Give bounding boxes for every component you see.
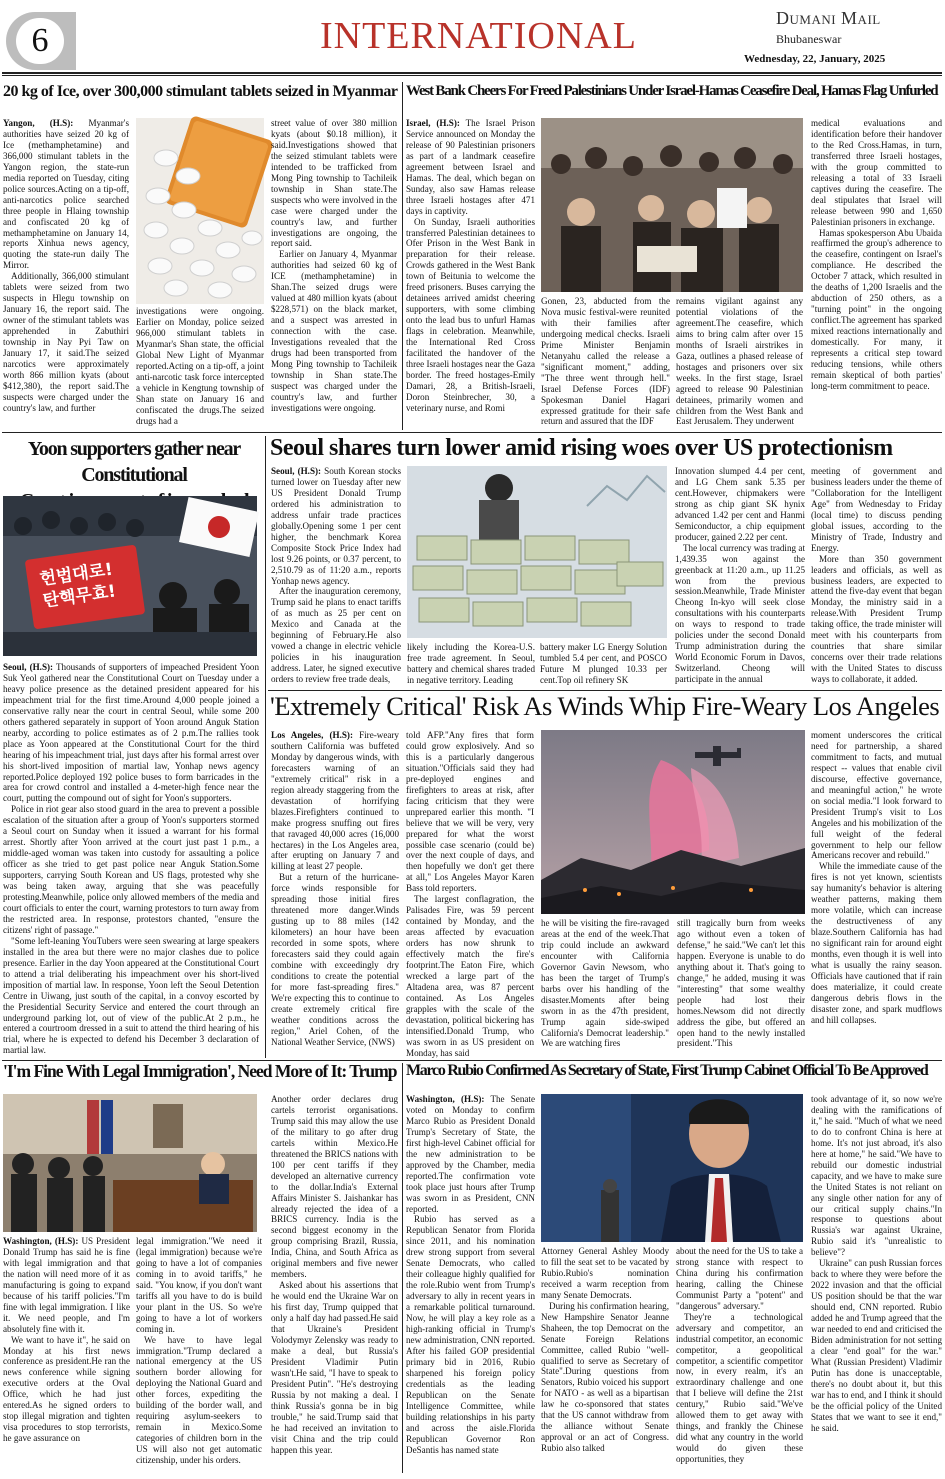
headline-rubio: Marco Rubio Confirmed As Secretary of State, First Trump Cabinet Official To Be Approved (406, 1062, 928, 1079)
page-number: 6 (16, 18, 64, 64)
westbank-col-3: remains vigilant against any potential violations of the agreement.The ceasefire, which aims to bring calm after over 15 months of Israeli airstrikes in Gaza, outlines a phased release of hostages and prisoners over six weeks. In the first stage, Israel agreed to release 90 Palestinian detainees, primarily women and children from the West Bank and East Jerusalem. They underwent (676, 296, 803, 427)
rally-sign-text-2: 탄핵무효! (41, 581, 118, 612)
rubio-illustration (541, 1094, 803, 1242)
section-title: INTERNATIONAL (320, 15, 637, 57)
oval-office-illustration (3, 1094, 257, 1232)
rubio-photo (541, 1094, 803, 1242)
seoul-col-4: Innovation slumped 4.4 per cent, and LG Chem sank 5.35 per cent.However, chipmakers were strong as chip giant SK hynix advanced 1.42 per cent and Hanmi Semiconductor, a chip equipment producer, gained 2.22 per cent. The local currency was trading at 1,439.35 won against the greenback at 11:20 a.m., up 11.25 won from the previous session.Meanwhile, Trade Minister Cheong In-kyo will seek close consultations with his counterparts on ways to respond to trade policies under the second Donald Trump administration during the World Economic Forum in Davos, Switzerland. Cheong will participate in the annual (675, 466, 805, 685)
la-col-4: still tragically burn from weeks ago without even a token of defense," he said."We can't let this happen. Everyone is unable to do anything about it. That's going to change," he added, musing it was "interesting" that some wealthy people had lost their homes.Newsom did not directly address the gibe, but offered an open hand to the newly installed president."This (677, 918, 805, 1049)
newspaper-city: Bhubaneswar (776, 32, 842, 46)
banknotes-illustration (407, 466, 667, 638)
crowd-illustration (541, 118, 803, 292)
pills-photo (136, 118, 264, 304)
myanmar-col-3: street value of over 380 million kyats (about $0.18 million), it said.Investigations showed that the seized stimulant tablets were intended to be trafficked from Mong Ping township to Tachileik township in Shan state.The suspects who were involved in the case were charged under the country's law, and further investigations are ongoing, the report said. Earlier on January 4, Myanmar authorities had seized 60 kg of ICE (methamphetamine) in Shan.The seized drugs were valued at 480 million kyats (about $228,571) on the black market, and a suspect was arrested in connection with the case. Investigations revealed that the drugs had been transported from Mong Ping township to Tachileik township in Shan state.The suspect was charged under the country's law, and further investigations were ongoing. (271, 118, 397, 413)
masthead-rule (2, 72, 942, 74)
la-col-2: told AFP."Any fires that form could grow explosively. And so this is a particularly dangerous situation."Officials said they had pre-deployed engines and firefighters to areas at risk, after facing criticism that they were unprepared earlier this month. "I believe that we will be very, very prepared for what the worst possible case scenario (could be) over the next couple of days, and then hopefully we don't get there at all," Los Angeles Mayor Karen Bass told reporters. The largest conflagration, the Palisades Fire, was 59 percent contained by Monday, and the areas affected by evacuation orders has now shrunk to effectively match the fire's footprint.The Eaton Fire, which wrecked a large part of the Altadena area, was 87 percent contained. As Los Angeles grapples with the scale of the devastation, political bickering has intensified.Donald Trump, who was sworn in as US president on Monday, has said (406, 730, 534, 1058)
rubio-col-2: Attorney General Ashley Moody to fill the seat set to be vacated by Rubio.Rubio's nomination received a warm reception from many Senate Democrats. During his confirmation hearing, New Hampshire Senator Jeanne Shaheen, the top Democrat on the Senate Foreign Relations Committee, called Rubio "well-qualified to serve as Secretary of State".During questions from Senators, Rubio voiced his support for NATO - as well as a bipartisan law he co-sponsored that states that the US cannot withdraw from the alliance without Senate approval or an act of Congress. Rubio also talked (541, 1246, 669, 1454)
la-col-5: moment underscores the critical need for partnership, a shared commitment to facts, and mutual respect -- values that enable civil discourse, effective governance, and meaningful action," he wrote on social media."I look forward to President Trump's visit to Los Angeles and his mobilization of the full weight of the federal government to help our fellow Americans recover and rebuild." While the immediate cause of the fires is not yet known, scientists say humanity's behavior is altering weather patterns, making them more volatile, which can increase the destructiveness of any blaze.Southern California has had no significant rain for around eight months, even though it is well into what is usually the rainy season. Officials have cautioned that if rain does materialize, it could create dangerous debris flows in the disaster zone, and spark mudflows and hill collapses. (811, 730, 942, 1025)
fire-illustration (541, 730, 805, 914)
column-rule (265, 436, 266, 1058)
column-rule (402, 82, 403, 430)
myanmar-col-2: investigations were ongoing. Earlier on Monday, police seized 966,000 stimulant tablets in Myanmar's Shan state, the official Global New Light of Myanmar reported.Acting on a tip-off, a joint anti-narcotic task force intercepted a vehicle in Kengtung township of Shan state on January 16 and confiscated the drugs.The seized drugs had a (136, 306, 264, 426)
westbank-col-4: medical evaluations and identification before their handover to the Red Cross.Hamas, in turn, transferred three Israeli hostages, with the group committed to releasing a total of 33 Israeli captives during the ceasefire. The deal stipulates that Israel will release between 990 and 1,650 Palestinian prisoners in exchange. Hamas spokesperson Abu Ubaida reaffirmed the group's adherence to the ceasefire, contingent on Israel's compliance. He described the October 7 attack, which resulted in the deaths of 1,200 Israelis and the abduction of 250 others, as a "turning point" in the ongoing conflict.The agreement has sparked mixed reactions internationally and domestically. For many, it represents a critical step toward reducing tensions, while others remain skeptical of both parties' long-term commitment to peace. (811, 118, 942, 391)
myanmar-col-1: Yangon, (H.S): Myanmar's authorities have seized 20 kg of Ice (methamphetamine) and 366,000 stimulant tablets in the Yangon region, the state-run media reported on Tuesday, citing police sources.Acting on a tip-off, anti-narcotics police searched three people in Hlaing township and confiscated 20 kg of methamphetamine on January 14, reports Xinhua news agency, quoting the state-run daily The Mirror. Additionally, 366,000 stimulant tablets were seized from two suspects in Hlegu township on January 16, the report said. The owner of the stimulant tablets was apprehended in Zabuthiri township in Nay Pyi Taw on January 17, it said.The seized narcotics were approximately worth 866 million kyats (about $412,380), the report said.The suspects were charged under the country's law, and further (3, 118, 129, 413)
headline-yoon: Yoon supporters gather near Constitutional (27, 438, 241, 486)
seoul-col-3: battery maker LG Energy Solution tumbled 5.4 per cent, and POSCO Future M plunged 10.33 per cent.Top oil refinery SK (540, 642, 667, 685)
masthead-rule-thin (2, 75, 942, 76)
westbank-col-1: Israel, (H.S): The Israel Prison Service announced on Monday the release of 90 Palestinian prisoners as part of a landmark ceasefire agreement between Israel and Hamas. The deal, which began on Sunday, also saw Hamas release three Israeli hostages after 471 days in captivity. On Sunday, Israeli authorities transferred Palestinian detainees to Ofer Prison in the West Bank in preparation for their release. Crowds gathered in the West Bank town of Beitunia to welcome the freed prisoners. Buses carrying the detainees arrived amidst cheering supporters, with some climbing onto the lead bus to unfurl Hamas flags in celebration. Meanwhile, the International Red Cross facilitated the handover of the three Israeli hostages near the Gaza border. The freed hostages-Emily Damari, 28, a British-Israeli, Doron Steinbrecher, 30, a veterinary nurse, and Romi (406, 118, 536, 413)
section-rule (2, 432, 942, 433)
column-rule (402, 1063, 403, 1473)
westbank-col-2: Gonen, 23, abducted from the Nova music festival-were reunited with their families after undergoing medical checks. Israeli Prime Minister Benjamin Netanyahu called the release a "significant moment," adding, "The three went through hell." Israel Defense Forces (IDF) Spokesman Daniel Hagari expressed gratitude for their safe return and assured that the IDF (541, 296, 670, 427)
headline-trump-immigration: 'I'm Fine With Legal Immigration', Need More of It: Trump (3, 1061, 397, 1081)
seoul-banknotes-photo (407, 466, 667, 638)
firefighting-plane-photo (541, 730, 805, 914)
seoul-col-5: meeting of government and business leaders under the theme of "Collaboration for the Intelligent Age" from Wednesday to Friday (local time) to discuss pending global issues, according to the Ministry of Trade, Industry and Energy. More than 350 government leaders and officials, as well as business leaders, are expected to attend the five-day event that began Monday, the ministry said in a release.With President Trump taking office, the trade minister will meet with his counterparts from countries that share similar concerns over their trade relations with the United States to discuss ways to collaborate, it added. (811, 466, 942, 685)
trump-col-3: Another order declares drug cartels terrorist organisations. Trump said this may allow the use of the military to go after drug cartels within Mexico.He threatened the BRICS nations with 100 per cent tariffs if they developed an alternative currency to the dollar.India's External Affairs Minister S. Jaishankar has already rejected the idea of a BRICS currency. India is the second biggest economy in the group comprising Brazil, Russia, India, China, and South Africa as original members and five newer members. Asked about his assertions that he would end the Ukraine War on his first day, Trump quipped that only a half day had passed.He said that Ukraine's President Volodymyr Zelensky was ready to make a deal, but Russia's President Vladimir Putin wasn't.He said, "I have to speak to President Putin". "He's destroying Russia by not making a deal. I think Russia's gonna be in big trouble," he said.Trump said that he had received an invitation to visit China and the trip could happen this year. (271, 1094, 398, 1455)
yoon-rally-photo (3, 496, 257, 656)
westbank-crowd-photo (541, 118, 803, 292)
yoon-body: Seoul, (H.S): Thousands of supporters of impeached President Yoon Suk Yeol gathered near the Constitutional Court on Tuesday under a heavy police presence as the detained president appeared for his impeachment trial for the first time.Around 4,000 people joined a conservative rally near the court in central Seoul, while some 200 others gathered separately in support of Yoon around Anguk Station nearby, according to police estimates as of 2 p.m.The rallies took place as Yoon appeared at the Constitutional Court for the third hearing of his impeachment trial, just days after his formal arrest over his short-lived imposition of martial law, Yonhap news agency reported.Police deployed 192 police buses to form barricades in the area for crowd control and installed a 4-meter-high fence near the court, putting the compound out of sight for Yoon's supporters. Police in riot gear also stood guard in the area to prevent a possible escalation of the situation after a group of Yoon's supporters stormed a Seoul court on Sunday when it issued a warrant for his formal arrest. Shortly after Yoon arrived at the court just past 1 p.m., a middle-aged woman was taken into custody for assaulting a police officer as she tried to get past police near Anguk Station.Some supporters, carrying South Korean and US flags, protested why she was being taken away, arguing that she was peacefully protesting.Meanwhile, police only allowed members of the media and court officials to enter the court, warning protestors to turn away from the restricted area. In response, protestors chanted, "ensure the citizens' right of passage." "Some left-leaning YouTubers were seen swearing at large speakers installed in the area but there were no major clashes due to police presence. Earlier in the day Yoon appeared at the Constitutional Court to attend a trial deliberating his impeachment over his short-lived imposition of martial law. In response, Yoon left the Seoul Detention Centre in Uiwang, just south of the capital, in a convoy escorted by the Presidential Security Service and entered the court through an underground parking lot, out of view of the public.At 2 p.m., he entered a courtroom dressed in a suit to attend the third hearing of his trial, where he is expected to defend his December 3 declaration of martial law. (3, 662, 259, 1056)
seoul-col-2: likely including the Korea-U.S. free trade agreement. In Seoul, battery and chemical shares traded in negative territory. Leading (407, 642, 535, 685)
headline-westbank: West Bank Cheers For Freed Palestinians Under Israel-Hamas Ceasefire Deal, Hamas Flag Unfurled (406, 83, 938, 99)
la-col-1: Los Angeles, (H.S): Fire-weary southern California was buffeted Monday by dangerous winds, with forecasters warning of an "extremely critical" risk in a region already staggering from the devastation of horrifying blazes.Firefighters continued to make progress snuffing out fires that ravaged 40,000 acres (16,000 hectares) in the Los Angeles area, after erupting on January 7 and killing at least 27 people. But a return of the hurricane-force winds responsible for spreading those initial fires threatened more danger.Winds gusting up to 88 miles (142 kilometers) an hour have been recorded in some spots, where forecasters said they could again combine with exceedingly dry conditions to create the potential for more fast-spreading fires." We're expecting this to continue to create extremely critical fire weather conditions across the region," Ariel Cohen, of the National Weather Service, (NWS) (271, 730, 399, 1047)
rally-sign-text-1: 헌법대로! (38, 559, 115, 590)
trump-col-1: Washington, (H.S): US President Donald Trump has said he is fine with legal immigration and that the nation will need more of it as manufacturing is going to expand because of his tariff policies."I'm fine with legal immigration. I like it. We need people, and I'm absolutely fine with it. We want to have it", he said on Monday at his first news conference as president.He ran the news conference while signing executive orders at the Oval Office, which he had just entered.As he signed orders to stop illegal migration and tighten visa procedures to stop terrorists, he gave assurance on (3, 1236, 130, 1444)
headline-seoul-shares: Seoul shares turn lower amid rising woes over US protectionism (270, 435, 893, 461)
oval-office-photo (3, 1094, 257, 1232)
newspaper-name: Dumani Mail (776, 8, 881, 28)
rubio-col-1: Washington, (H.S): The Senate voted on Monday to confirm Marco Rubio as President Donald Trump's Secretary of State, the first high-level Cabinet official for the new administration to be approved by the Chamber, media reported.The confirmation vote took place just hours after Trump was sworn in as President, CNN reported. Rubio has served as a Republican Senator from Florida since 2011, and his nomination drew strong support from several Senate Democrats, who called their colleague highly qualified for the role.Rubio went from Trump's adversary to ally in recent years in a remarkable political turnaround. Now, he will play a key role as a high-ranking official in Trump's new administration, CNN reported. After his failed GOP presidential primary bid in 2016, Rubio sharpened his foreign policy credentials as the leading Republican on the Senate Intelligence Committee, while building relationships in his party and across the aisle.Florida Republican Governor Ron DeSantis has named state (406, 1094, 535, 1455)
headline-los-angeles: 'Extremely Critical' Risk As Winds Whip Fire-Weary Los Angeles (270, 691, 940, 721)
rubio-col-3: about the need for the US to take a strong stance with respect to China during his confirmation hearing, calling the Chinese Communist Party a "potent" and "dangerous" adversary." They're a technological adversary and competitor, an industrial competitor, an economic competitor, a geopolitical competitor, a scientific competitor now, in every realm, it's an extraordinary challenge and one that I believe will define the 21st century," Rubio said."We've allowed them to get away with things, and frankly the Chinese did what any country in the world would do given these opportunities, they (676, 1246, 803, 1465)
issue-date: Wednesday, 22, January, 2025 (744, 53, 886, 65)
headline-myanmar: 20 kg of Ice, over 300,000 stimulant tablets seized in Myanmar (3, 83, 398, 100)
trump-col-2: legal immigration."We need it (legal immigration) because we're going to have a lot of companies coming in to avoid tariffs," he said. "You know, if you don't want tariffs all you have to do is build your plant in the US. So we're going to have a lot of workers coming in. We have to have legal immigration."Trump declared a national emergency at the US southern border allowing for deploying the National Guard and other forces, expediting the building of the border wall, and requiring asylum-seekers to remain in Mexico.Some categories of children born in the US will also not get automatic citizenship, under his orders. (136, 1236, 262, 1466)
rubio-col-4: took advantage of it, so now we're dealing with the ramifications of it," he said. "Much of what we need to do to confront China is here at home. It's not just abroad, it's also here at home," he said."We have to rebuild our domestic industrial capacity, and we have to make sure the United States is not reliant on any single other nation for any of our critical supply chains."In response to questions about Russia's war against Ukraine, Rubio said it's "unrealistic to believe"? Ukraine" can push Russian forces back to where they were before the 2022 invasion and that the official US position should be that the war should end, CNN reported. Rubio added he and Trump agreed that the war needed to end and criticised the Biden administration for not setting a clear "end goal" for the war." What (Russian President) Vladimir Putin has done is unacceptable, there's no doubt about it, but this war has to end, and I think it should be the official policy of the United States that we want to see it end," he said. (811, 1094, 942, 1433)
page-number-tab (2, 0, 78, 78)
la-col-3: he will be visiting the fire-ravaged areas at the end of the week.That trip could include an awkward encounter with California Governor Gavin Newsom, who has been the target of Trump's barbs over his handling of the disaster.Moments after being sworn in as the 47th president, Trump again side-swiped California's Democrat leadership." We are watching fires (541, 918, 669, 1049)
seoul-col-1: Seoul, (H.S): South Korean stocks turned lower on Tuesday after new US President Donald Trump ordered his administration to address unfair trade practices globally.Opening some 1 per cent higher, the benchmark Korea Composite Stock Price Index had lost 9.26 points, or 0.37 percent, to 2,510.79 as of 11:20 a.m., reports Yonhap news agency. After the inauguration ceremony, Trump said he plans to enact tariffs of as much as 25 per cent on Mexico and Canada at the beginning of February.He also vowed a change in electric vehicle policies in his inauguration address. Later, he signed executive orders to review free trade deals, (271, 466, 401, 685)
pills-illustration (136, 118, 264, 304)
